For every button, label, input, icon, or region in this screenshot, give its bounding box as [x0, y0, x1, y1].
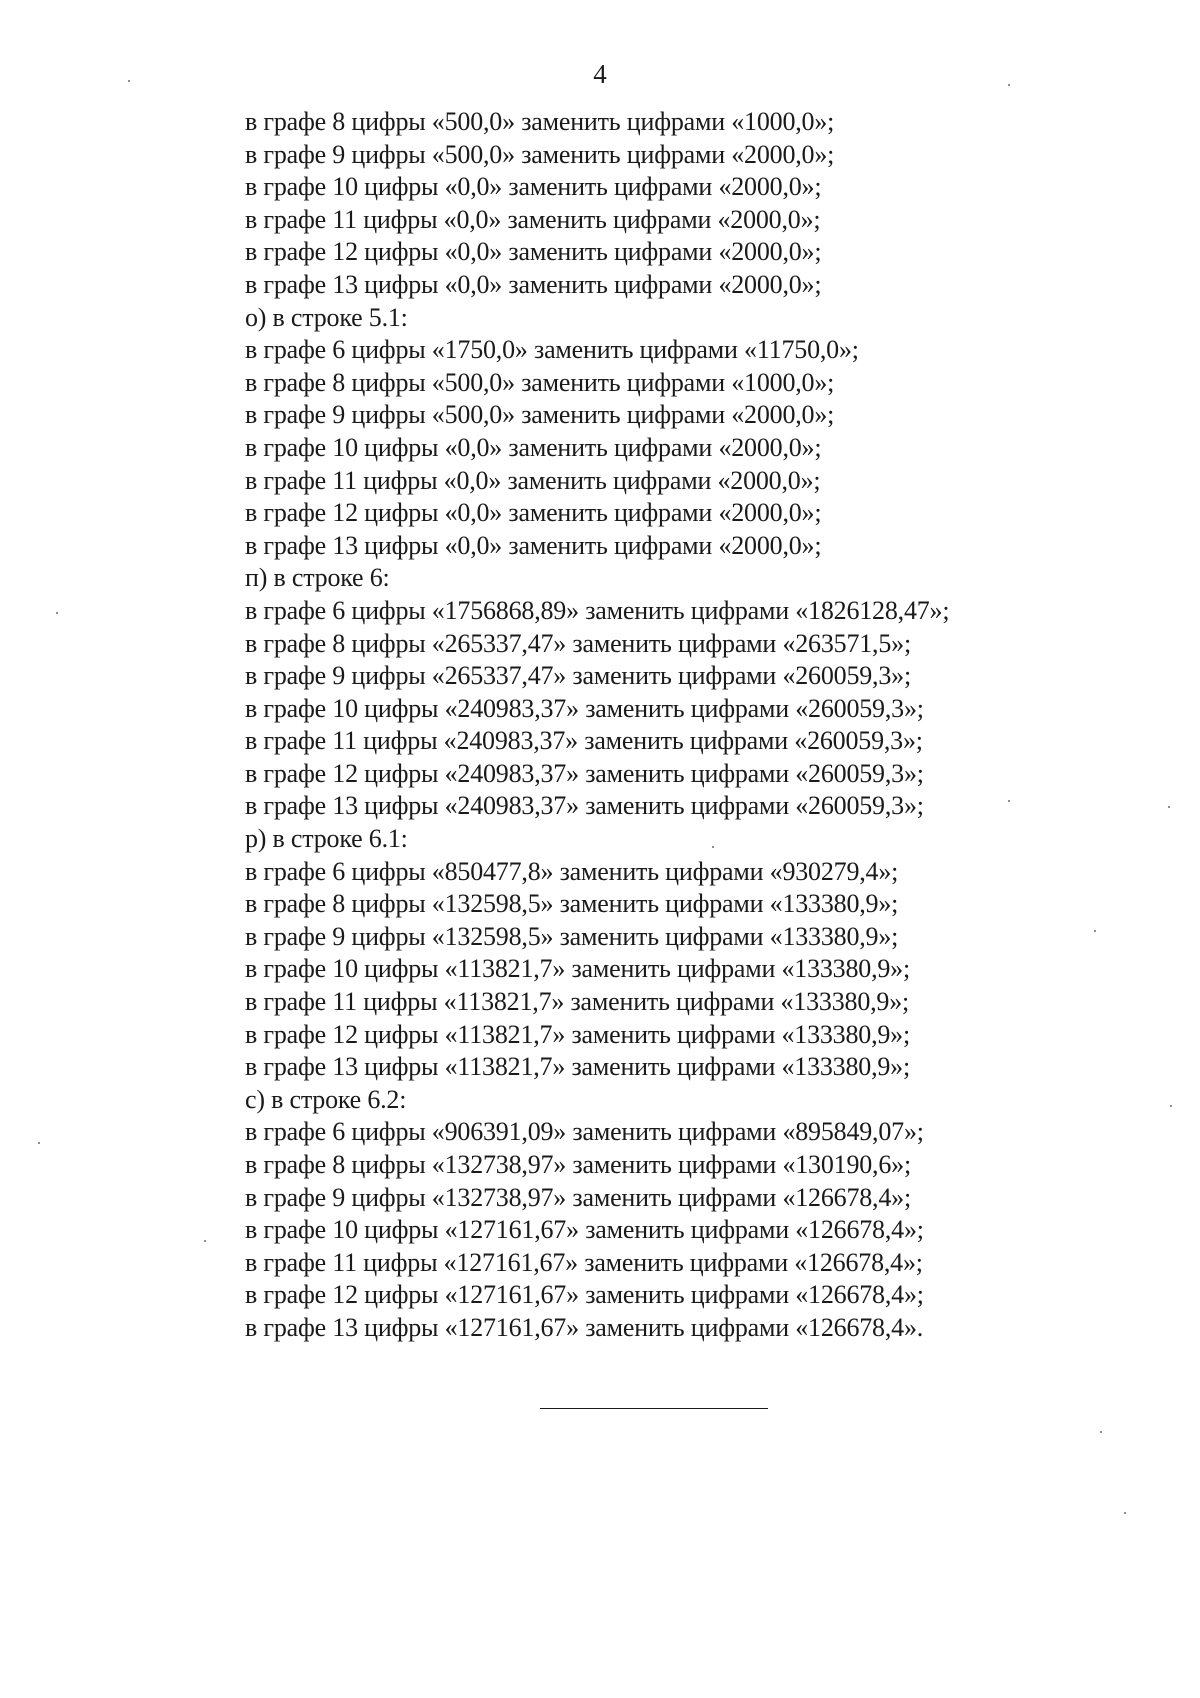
section-heading: р) в строке 6.1:	[245, 824, 408, 854]
text-line: в графе 9 цифры «265337,47» заменить цифрами «260059,3»;	[245, 661, 911, 691]
text-line: в графе 13 цифры «113821,7» заменить цифрами «133380,9»;	[245, 1052, 911, 1082]
text-line: в графе 12 цифры «127161,67» заменить цифрами «126678,4»;	[245, 1280, 924, 1310]
scan-speck	[1100, 1431, 1102, 1433]
text-line: в графе 9 цифры «500,0» заменить цифрами «2000,0»;	[245, 400, 835, 430]
text-line: в графе 6 цифры «1756868,89» заменить цифрами «1826128,47»;	[245, 595, 950, 625]
scan-speck	[1094, 930, 1096, 932]
text-line: в графе 10 цифры «0,0» заменить цифрами «2000,0»;	[245, 172, 822, 202]
scan-speck	[712, 846, 714, 848]
scan-speck	[38, 1142, 40, 1144]
section-heading: с) в строке 6.2:	[245, 1084, 407, 1114]
text-line: в графе 8 цифры «132598,5» заменить цифрами «133380,9»;	[245, 889, 899, 919]
scan-speck	[1008, 800, 1010, 802]
text-line: в графе 6 цифры «906391,09» заменить цифрами «895849,07»;	[245, 1117, 924, 1147]
text-line: в графе 13 цифры «0,0» заменить цифрами «2000,0»;	[245, 269, 822, 299]
text-line: в графе 8 цифры «500,0» заменить цифрами «1000,0»;	[245, 107, 835, 136]
text-line: в графе 10 цифры «127161,67» заменить цифрами «126678,4»;	[245, 1215, 924, 1245]
text-line: в графе 8 цифры «132738,97» заменить цифрами «130190,6»;	[245, 1150, 911, 1179]
text-line: в графе 11 цифры «113821,7» заменить цифрами «133380,9»;	[245, 987, 910, 1017]
text-line: в графе 10 цифры «113821,7» заменить цифрами «133380,9»;	[245, 954, 911, 984]
text-line: в графе 9 цифры «132598,5» заменить цифрами «133380,9»;	[245, 921, 899, 951]
scan-speck	[204, 1240, 206, 1242]
text-line: в графе 12 цифры «0,0» заменить цифрами «2000,0»;	[245, 498, 822, 528]
text-line: в графе 9 цифры «132738,97» заменить цифрами «126678,4»;	[245, 1182, 911, 1212]
text-line: в графе 10 цифры «240983,37» заменить цифрами «260059,3»;	[245, 693, 924, 723]
section-heading: п) в строке 6:	[245, 563, 390, 593]
text-line: в графе 12 цифры «0,0» заменить цифрами «2000,0»;	[245, 237, 822, 267]
text-line: в графе 12 цифры «240983,37» заменить цифрами «260059,3»;	[245, 758, 924, 788]
text-line: в графе 6 цифры «850477,8» заменить цифрами «930279,4»;	[245, 856, 899, 886]
text-line: в графе 6 цифры «1750,0» заменить цифрами «11750,0»;	[245, 335, 859, 365]
text-line: в графе 10 цифры «0,0» заменить цифрами «2000,0»;	[245, 432, 822, 462]
text-line: в графе 13 цифры «0,0» заменить цифрами «2000,0»;	[245, 530, 822, 560]
text-line: в графе 9 цифры «500,0» заменить цифрами «2000,0»;	[245, 139, 835, 169]
text-line: в графе 11 цифры «0,0» заменить цифрами «2000,0»;	[245, 204, 821, 234]
scan-speck	[128, 80, 130, 82]
text-line: в графе 8 цифры «265337,47» заменить цифрами «263571,5»;	[245, 628, 911, 658]
text-line: в графе 13 цифры «240983,37» заменить цифрами «260059,3»;	[245, 791, 924, 821]
scan-speck	[1168, 806, 1170, 808]
text-line: в графе 8 цифры «500,0» заменить цифрами «1000,0»;	[245, 367, 835, 397]
scan-speck	[1008, 84, 1010, 86]
scan-speck	[56, 612, 58, 614]
end-divider	[540, 1408, 768, 1409]
page-number: 4	[593, 59, 607, 89]
section-heading: о) в строке 5.1:	[245, 302, 408, 332]
text-line: в графе 13 цифры «127161,67» заменить цифрами «126678,4».	[245, 1312, 924, 1342]
text-line: в графе 11 цифры «127161,67» заменить цифрами «126678,4»;	[245, 1247, 923, 1277]
text-line: в графе 12 цифры «113821,7» заменить цифрами «133380,9»;	[245, 1019, 911, 1049]
scan-speck	[1124, 1512, 1126, 1514]
text-line: в графе 11 цифры «240983,37» заменить цифрами «260059,3»;	[245, 726, 923, 756]
document-body	[245, 106, 1145, 1345]
text-line: в графе 11 цифры «0,0» заменить цифрами «2000,0»;	[245, 465, 821, 495]
scan-speck	[1170, 1105, 1172, 1107]
